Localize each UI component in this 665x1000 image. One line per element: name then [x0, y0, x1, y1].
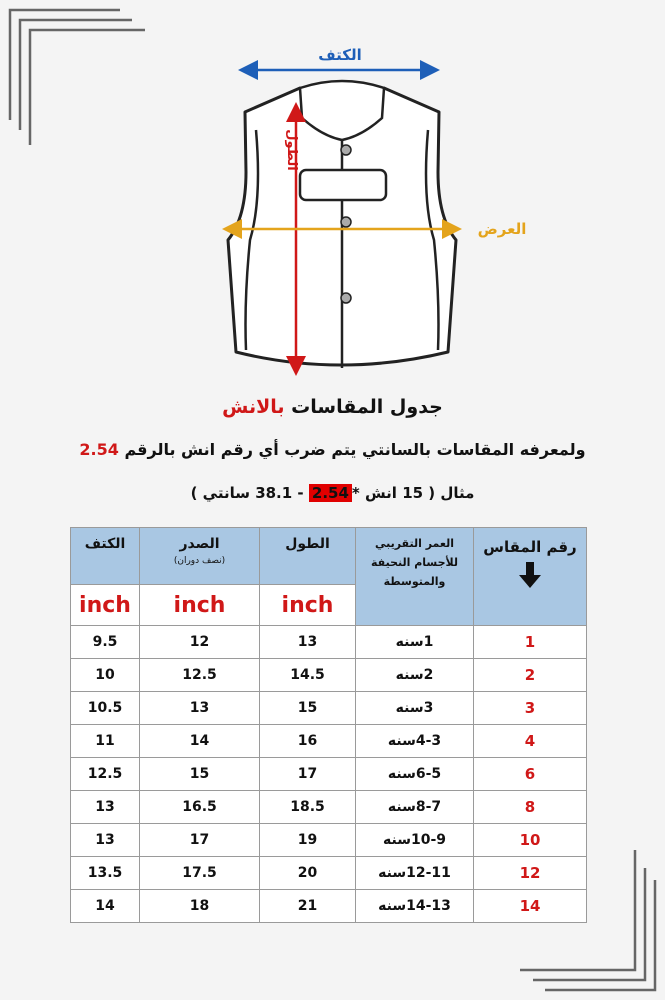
- header-size: رقم المقاس: [474, 528, 587, 626]
- length-cell: 15: [260, 692, 356, 725]
- unit-shoulder: inch: [71, 585, 140, 626]
- table-row: [71, 857, 587, 890]
- vest-diagram: [0, 0, 665, 390]
- button-2: [341, 217, 351, 227]
- chest-cell: 17: [140, 824, 260, 857]
- title-main: جدول المقاسات: [291, 396, 443, 418]
- size-cell: 6: [474, 758, 587, 791]
- length-cell: 13: [260, 626, 356, 659]
- table-row: [71, 626, 587, 659]
- title-accent: بالانش: [222, 396, 285, 418]
- shoulder-cell: 13: [71, 824, 140, 857]
- header-age: العمر التقريبي للأجسام النحيفة والمتوسطة: [356, 528, 474, 626]
- table-row: [71, 692, 587, 725]
- length-cell: 20: [260, 857, 356, 890]
- length-label: الطول: [284, 129, 299, 171]
- button-3: [341, 293, 351, 303]
- shoulder-cell: 9.5: [71, 626, 140, 659]
- length-cell: 16: [260, 725, 356, 758]
- shoulder-cell: 14: [71, 890, 140, 923]
- example-suffix: - 38.1 سانتي ): [190, 484, 304, 502]
- unit-chest: inch: [140, 585, 260, 626]
- table-row: [71, 659, 587, 692]
- length-cell: 21: [260, 890, 356, 923]
- width-label: العرض: [477, 220, 527, 238]
- conversion-text: ولمعرفه المقاسات بالسانتي يتم ضرب أي رقم انش بالرقم: [124, 440, 586, 459]
- table-row: [71, 758, 587, 791]
- size-cell: 14: [474, 890, 587, 923]
- age-cell: 8-7سنه: [356, 791, 474, 824]
- size-cell: 4: [474, 725, 587, 758]
- table-row: [71, 890, 587, 923]
- chest-cell: 12: [140, 626, 260, 659]
- conversion-note: [0, 440, 665, 459]
- size-cell: 8: [474, 791, 587, 824]
- age-cell: 4-3سنه: [356, 725, 474, 758]
- chest-cell: 16.5: [140, 791, 260, 824]
- length-cell: 19: [260, 824, 356, 857]
- length-cell: 18.5: [260, 791, 356, 824]
- header-shoulder: الكتف: [71, 528, 140, 585]
- header-chest: الصدر (نصف دوران): [140, 528, 260, 585]
- header-length: الطول: [260, 528, 356, 585]
- example-prefix: مثال ( 15 انش *: [351, 484, 475, 502]
- chest-cell: 13: [140, 692, 260, 725]
- chest-cell: 14: [140, 725, 260, 758]
- chest-cell: 17.5: [140, 857, 260, 890]
- age-cell: 12-11سنه: [356, 857, 474, 890]
- shoulder-cell: 10: [71, 659, 140, 692]
- unit-length: inch: [260, 585, 356, 626]
- length-cell: 14.5: [260, 659, 356, 692]
- size-cell: 1: [474, 626, 587, 659]
- size-table: [70, 527, 587, 923]
- age-cell: 10-9سنه: [356, 824, 474, 857]
- table-row: [71, 725, 587, 758]
- conversion-example: [0, 484, 665, 502]
- size-cell: 12: [474, 857, 587, 890]
- shoulder-cell: 13: [71, 791, 140, 824]
- size-cell: 2: [474, 659, 587, 692]
- age-cell: 14-13سنه: [356, 890, 474, 923]
- chest-cell: 12.5: [140, 659, 260, 692]
- arrow-down-icon: [519, 562, 541, 588]
- age-cell: 1سنه: [356, 626, 474, 659]
- table-row: [71, 791, 587, 824]
- chest-cell: 15: [140, 758, 260, 791]
- shoulder-cell: 13.5: [71, 857, 140, 890]
- size-cell: 3: [474, 692, 587, 725]
- shoulder-cell: 11: [71, 725, 140, 758]
- shoulder-cell: 10.5: [71, 692, 140, 725]
- button-1: [341, 145, 351, 155]
- table-row: [71, 824, 587, 857]
- size-chart-title: [0, 396, 665, 418]
- length-cell: 17: [260, 758, 356, 791]
- age-cell: 6-5سنه: [356, 758, 474, 791]
- chest-pocket: [300, 170, 386, 200]
- age-cell: 2سنه: [356, 659, 474, 692]
- conversion-factor: 2.54: [79, 440, 119, 459]
- size-cell: 10: [474, 824, 587, 857]
- chest-cell: 18: [140, 890, 260, 923]
- age-cell: 3سنه: [356, 692, 474, 725]
- shoulder-label: الكتف: [318, 46, 362, 64]
- shoulder-cell: 12.5: [71, 758, 140, 791]
- example-highlight: 2.54: [309, 484, 352, 502]
